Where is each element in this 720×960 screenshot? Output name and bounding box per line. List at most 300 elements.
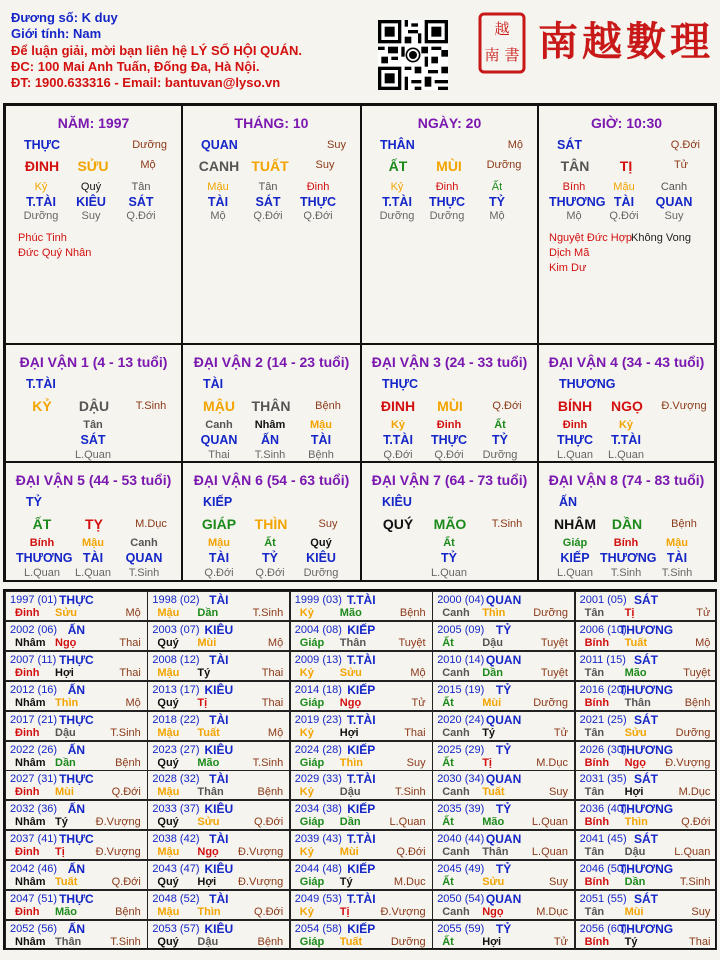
- luck-hidden-stage: L.Quan: [607, 449, 645, 461]
- pillar-chi-stage: Mộ: [140, 159, 156, 171]
- luck-period-title: ĐẠI VẬN 8 (74 - 83 tuổi): [548, 472, 705, 488]
- year-god: TỶ: [495, 622, 512, 637]
- year-chi: Tý: [339, 876, 353, 889]
- year-label: 2017 (21): [10, 713, 58, 726]
- year-cell: [5, 830, 148, 860]
- pillar-title: THÁNG: 10: [234, 115, 309, 131]
- year-cell: [5, 711, 148, 741]
- year-chi: Tị: [339, 906, 350, 918]
- year-stage: Tuyệt: [540, 636, 568, 649]
- luck-period-can: MẬU: [203, 398, 235, 414]
- year-can: Kỷ: [299, 906, 314, 918]
- year-cell: [575, 621, 718, 651]
- year-cell: [5, 770, 148, 800]
- year-god: KIÊU: [204, 742, 234, 757]
- year-stage: Dưỡng: [390, 935, 426, 948]
- pillar-hidden-stem: Bính: [562, 181, 586, 193]
- gender-label: Giới tính:: [11, 26, 70, 42]
- luck-hidden-stage: Q.Đới: [204, 567, 234, 579]
- year-can: Kỷ: [299, 846, 314, 859]
- pillar-hidden-stem: Đinh: [435, 181, 459, 193]
- year-can: Ất: [442, 696, 454, 709]
- year-chi: Sửu: [197, 816, 220, 829]
- year-label: 2038 (42): [152, 833, 200, 846]
- year-can: Giáp: [299, 756, 325, 769]
- luck-period-stage: Q.Đới: [492, 400, 522, 412]
- luck-hidden-stage: T.Sinh: [661, 567, 693, 579]
- year-god: T.TÀI: [346, 772, 376, 787]
- luck-hidden-stem: Ất: [443, 537, 455, 549]
- year-label: 2008 (12): [152, 653, 200, 666]
- year-god: SÁT: [633, 772, 658, 787]
- pillar-hidden-stage: Q.Đới: [303, 210, 333, 222]
- year-cell: [147, 830, 290, 860]
- year-god: TÀI: [209, 832, 229, 847]
- year-cell: [5, 591, 148, 621]
- luck-hidden-god: TỶ: [441, 551, 457, 565]
- year-can: Canh: [442, 666, 470, 679]
- year-god: THƯƠNG: [618, 802, 674, 817]
- year-stage: Đ.Vượng: [238, 846, 284, 859]
- year-god: ẤN: [67, 802, 86, 817]
- year-stage: T.Sinh: [252, 756, 284, 769]
- year-god: QUAN: [485, 652, 522, 667]
- year-cell: [147, 800, 290, 830]
- year-can: Canh: [442, 726, 470, 739]
- year-stage: Bệnh: [115, 906, 141, 918]
- luck-period-can: NHÂM: [554, 516, 596, 532]
- year-cell: [575, 890, 718, 920]
- year-god: QUAN: [485, 772, 522, 787]
- year-cell: [147, 651, 290, 681]
- year-god: KIÊU: [204, 802, 234, 817]
- year-god: THƯƠNG: [618, 682, 674, 697]
- luck-period-god: ẤN: [559, 495, 578, 509]
- year-can: Tân: [584, 666, 605, 679]
- year-chi: Dần: [55, 756, 76, 769]
- luck-hidden-god: QUAN: [200, 433, 238, 447]
- year-cell: [5, 860, 148, 890]
- pillar-hidden-god: T.TÀI: [26, 195, 56, 209]
- year-god: SÁT: [633, 892, 658, 906]
- year-chi: Tuất: [339, 935, 363, 948]
- pillar-hidden-god: TÀI: [613, 195, 635, 209]
- year-can: Canh: [442, 906, 470, 918]
- year-stage: L.Quan: [531, 816, 568, 829]
- year-label: 2045 (49): [437, 863, 485, 876]
- year-label: 2015 (19): [437, 683, 485, 696]
- year-label: 2028 (32): [152, 773, 200, 786]
- year-cell: [432, 621, 575, 651]
- luck-hidden-god: KIÊU: [306, 551, 336, 565]
- year-label: 2039 (43): [294, 833, 342, 846]
- luck-hidden-stage: L.Quan: [430, 567, 468, 579]
- luck-period-god: TỶ: [26, 495, 42, 509]
- year-can: Mậu: [157, 906, 180, 918]
- year-label: 2052 (56): [10, 922, 58, 935]
- year-cell: [147, 890, 290, 920]
- year-label: 2030 (34): [437, 773, 485, 786]
- pillar-hidden-stage: Dưỡng: [379, 210, 415, 222]
- luck-period-title: ĐẠI VẬN 4 (34 - 43 tuổi): [548, 354, 705, 370]
- pillar-chi: MÙI: [436, 158, 462, 174]
- year-stage: L.Quan: [531, 846, 568, 859]
- luck-hidden-god: TỶ: [262, 551, 278, 565]
- year-cell: [432, 591, 575, 621]
- year-chi: Hợi: [624, 786, 644, 799]
- luck-period-title: ĐẠI VẬN 7 (64 - 73 tuổi): [371, 472, 528, 488]
- year-chi: Hợi: [482, 935, 502, 948]
- year-cell: [290, 681, 433, 711]
- pillar-hidden-stem: Đinh: [306, 181, 330, 193]
- luck-hidden-stage: L.Quan: [74, 567, 112, 579]
- year-chi: Mùi: [55, 786, 74, 799]
- pillar-hidden-god: T.TÀI: [382, 195, 412, 209]
- year-stage: Q.Đới: [681, 816, 711, 829]
- year-god: ẤN: [67, 682, 86, 697]
- year-stage: Tử: [553, 726, 568, 739]
- year-can: Canh: [442, 786, 470, 799]
- pillar-note: Phúc Tinh: [18, 232, 67, 244]
- red-seal-icon: [478, 12, 526, 74]
- year-label: 2055 (59): [437, 922, 485, 935]
- year-god: T.TÀI: [346, 652, 376, 667]
- luck-period-god: THƯƠNG: [559, 377, 616, 391]
- year-can: Giáp: [299, 696, 325, 709]
- seal-char-3: 書: [504, 46, 520, 64]
- luck-period-stage: T.Sinh: [135, 400, 167, 412]
- year-god: QUAN: [485, 593, 522, 607]
- year-label: 2046 (50): [579, 863, 627, 876]
- year-god: THƯƠNG: [618, 862, 674, 877]
- luck-hidden-stage: L.Quan: [74, 449, 112, 461]
- year-can: Nhâm: [15, 696, 46, 709]
- luck-hidden-stage: T.Sinh: [128, 567, 160, 579]
- year-stage: M.Dục: [393, 876, 426, 889]
- year-can: Tân: [584, 846, 605, 859]
- year-can: Giáp: [299, 876, 325, 889]
- year-chi: Tuất: [624, 636, 647, 649]
- year-label: 2035 (39): [437, 803, 485, 816]
- year-can: Mậu: [157, 846, 180, 859]
- year-can: Nhâm: [15, 876, 46, 889]
- pillar-cell: [5, 105, 182, 344]
- luck-hidden-stage: Bệnh: [308, 449, 334, 461]
- pillar-can: ẤT: [388, 158, 408, 174]
- luck-hidden-god: SÁT: [80, 433, 106, 447]
- pillar-chi: TUẤT: [251, 158, 289, 174]
- pillar-hidden-stage: Suy: [664, 210, 684, 222]
- contact-line: Để luận giải, mời bạn liên hệ LÝ SỐ HỘI QUÁN.: [11, 42, 302, 58]
- luck-hidden-stem: Đinh: [562, 419, 588, 431]
- year-stage: L.Quan: [674, 846, 711, 859]
- year-cell: [432, 770, 575, 800]
- pillar-hidden-god: THỰC: [428, 195, 466, 209]
- year-god: TỶ: [495, 862, 512, 877]
- year-god: T.TÀI: [346, 892, 376, 906]
- year-god: KIẾP: [347, 862, 376, 877]
- year-god: TỶ: [495, 682, 512, 697]
- luck-period-cell: [5, 344, 182, 462]
- year-can: Đinh: [15, 666, 40, 679]
- luck-hidden-stage: Dưỡng: [303, 567, 339, 579]
- year-chi: Ngọ: [197, 846, 219, 859]
- luck-period-god: THỰC: [382, 377, 419, 391]
- year-god: TÀI: [209, 892, 229, 906]
- year-god: SÁT: [633, 832, 658, 847]
- luck-hidden-stage: T.Sinh: [610, 567, 642, 579]
- gender-value: Nam: [72, 26, 102, 42]
- year-label: 2001 (05): [579, 594, 627, 606]
- year-god: ẤN: [67, 921, 86, 936]
- year-label: 2054 (58): [294, 922, 342, 935]
- year-god: TÀI: [209, 593, 229, 607]
- year-cell: [290, 621, 433, 651]
- year-cell: [290, 860, 433, 890]
- pillar-note: Không Vong: [631, 232, 691, 244]
- year-chi: Hợi: [339, 726, 359, 739]
- year-stage: Đ.Vượng: [380, 906, 426, 918]
- pillar-top-stage: Q.Đới: [670, 139, 700, 151]
- pillar-hidden-god: SÁT: [255, 195, 281, 209]
- year-chi: Ngọ: [624, 756, 646, 769]
- year-cell: [5, 621, 148, 651]
- year-cell: [147, 770, 290, 800]
- seal-char-2: 南: [484, 46, 500, 64]
- year-can: Mậu: [157, 666, 180, 679]
- luck-period-stage: T.Sinh: [491, 518, 523, 530]
- pillar-top-god: SÁT: [557, 138, 582, 152]
- year-can: Nhâm: [15, 816, 46, 829]
- year-label: 2048 (52): [152, 893, 200, 905]
- luck-period-chi: MÃO: [433, 516, 467, 532]
- luck-hidden-stage: Dưỡng: [482, 449, 518, 461]
- pillar-cell: [538, 105, 715, 344]
- year-god: SÁT: [633, 652, 658, 667]
- pillar-chi-stage: Tử: [673, 159, 689, 171]
- year-label: 2019 (23): [294, 713, 342, 726]
- year-stage: Đ.Vượng: [95, 816, 141, 829]
- year-cell: [575, 860, 718, 890]
- year-label: 2005 (09): [437, 623, 485, 636]
- luck-hidden-stem: Ất: [264, 537, 276, 549]
- year-chi: Thân: [482, 846, 509, 859]
- luck-period-chi: THÂN: [251, 398, 291, 414]
- year-god: THỰC: [59, 652, 94, 667]
- year-label: 2024 (28): [294, 743, 342, 756]
- year-can: Quý: [157, 876, 179, 889]
- year-stage: L.Quan: [389, 816, 426, 829]
- pillar-chi-stage: Dưỡng: [486, 159, 522, 171]
- year-god: THỰC: [59, 892, 94, 906]
- year-label: 2022 (26): [10, 743, 58, 756]
- luck-period-chi: DẬU: [78, 398, 110, 414]
- year-label: 2012 (16): [10, 683, 58, 696]
- luck-hidden-god: ẤN: [260, 433, 280, 447]
- year-god: KIẾP: [347, 622, 376, 637]
- pillar-chi: SỬU: [77, 158, 109, 174]
- year-chi: Tý: [624, 935, 638, 948]
- pillar-can: CANH: [198, 158, 240, 174]
- luck-hidden-god: TỶ: [492, 433, 508, 447]
- year-chi: Sửu: [482, 876, 505, 889]
- year-label: 2010 (14): [437, 653, 485, 666]
- annual-table: [3, 589, 717, 950]
- luck-period-god: TÀI: [203, 377, 224, 391]
- year-can: Bính: [584, 636, 610, 649]
- luck-period-god: KIẾP: [203, 495, 233, 509]
- year-cell: [290, 591, 433, 621]
- pillar-hidden-stem: Canh: [660, 181, 688, 193]
- year-god: KIẾP: [347, 742, 376, 757]
- year-label: 2009 (13): [294, 653, 342, 666]
- year-can: Đinh: [15, 906, 40, 918]
- year-can: Ất: [442, 935, 454, 948]
- luck-hidden-stem: Canh: [205, 419, 233, 431]
- luck-period-cell: [182, 344, 361, 462]
- year-stage: Mộ: [125, 696, 141, 709]
- year-chi: Thân: [624, 696, 651, 709]
- year-can: Nhâm: [15, 756, 46, 769]
- luck-period-stage: Bệnh: [315, 400, 341, 412]
- year-stage: Q.Đới: [253, 816, 284, 829]
- pillar-title: NĂM: 1997: [57, 115, 130, 131]
- year-can: Giáp: [299, 935, 325, 948]
- year-cell: [147, 591, 290, 621]
- luck-period-god: T.TÀI: [26, 377, 56, 391]
- pillar-chi-stage: Suy: [315, 159, 335, 171]
- pillar-hidden-stem: Mậu: [613, 181, 635, 193]
- year-cell: [432, 651, 575, 681]
- year-stage: Thai: [261, 696, 284, 709]
- luck-hidden-stage: L.Quan: [23, 567, 61, 579]
- year-god: ẤN: [67, 742, 86, 757]
- year-can: Kỷ: [299, 607, 314, 619]
- year-chi: Mão: [197, 756, 220, 769]
- year-god: TỶ: [495, 742, 512, 757]
- year-label: 2044 (48): [294, 863, 342, 876]
- year-chi: Tuất: [55, 876, 78, 889]
- year-can: Tân: [584, 786, 605, 799]
- year-chi: Thân: [197, 786, 224, 799]
- year-chi: Tý: [197, 666, 211, 679]
- year-stage: Suy: [691, 906, 711, 918]
- luck-period-chi: NGỌ: [611, 398, 643, 414]
- year-label: 2056 (60): [579, 922, 627, 935]
- pillar-hidden-stage: Dưỡng: [429, 210, 465, 222]
- luck-hidden-stem: Giáp: [562, 537, 588, 549]
- year-chi: Ngọ: [482, 906, 504, 918]
- luck-period-title: ĐẠI VẬN 6 (54 - 63 tuổi): [193, 472, 350, 488]
- year-cell: [432, 711, 575, 741]
- pillar-hidden-god: TỶ: [489, 195, 505, 209]
- year-cell: [575, 800, 718, 830]
- qr-code-icon: [378, 20, 448, 90]
- pillar-note: Dịch Mã: [549, 247, 590, 259]
- luck-period-title: ĐẠI VẬN 5 (44 - 53 tuổi): [15, 472, 172, 488]
- year-stage: Tuyệt: [683, 666, 711, 679]
- year-label: 2011 (15): [579, 653, 626, 666]
- year-god: THƯƠNG: [618, 921, 674, 936]
- year-chi: Mão: [55, 906, 77, 918]
- year-cell: [575, 651, 718, 681]
- year-stage: Thai: [404, 726, 426, 739]
- year-cell: [432, 860, 575, 890]
- year-can: Ất: [442, 636, 454, 649]
- year-chi: Dậu: [339, 786, 361, 799]
- luck-hidden-stage: Q.Đới: [255, 567, 285, 579]
- year-god: KIẾP: [347, 682, 376, 697]
- year-chi: Thân: [339, 636, 367, 649]
- year-can: Bính: [584, 816, 610, 829]
- year-chi: Dậu: [197, 935, 219, 948]
- luck-hidden-stem: Canh: [130, 537, 158, 549]
- pillar-hidden-stage: Q.Đới: [609, 210, 639, 222]
- seal-char-1: 越: [494, 20, 510, 38]
- year-label: 2027 (31): [10, 773, 58, 786]
- year-label: 2051 (55): [579, 893, 627, 905]
- year-label: 2007 (11): [10, 653, 57, 666]
- year-stage: Suy: [406, 756, 426, 769]
- year-can: Canh: [442, 607, 470, 619]
- year-can: Giáp: [299, 816, 325, 829]
- year-god: KIÊU: [204, 682, 234, 697]
- year-can: Nhâm: [15, 935, 46, 948]
- luck-hidden-stage: Q.Đới: [383, 449, 413, 461]
- year-label: 2037 (41): [10, 833, 58, 846]
- year-label: 2029 (33): [294, 773, 342, 786]
- year-cell: [5, 651, 148, 681]
- year-stage: M.Dục: [678, 786, 711, 799]
- luck-hidden-stem: Mậu: [666, 537, 688, 549]
- year-god: QUAN: [485, 832, 522, 847]
- luck-hidden-god: TÀI: [310, 433, 332, 447]
- year-chi: Sửu: [55, 607, 78, 619]
- year-stage: Dưỡng: [675, 726, 711, 739]
- pillar-top-stage: Suy: [327, 139, 346, 151]
- gender-line: [11, 26, 302, 42]
- year-label: 2016 (20): [579, 683, 627, 696]
- pillar-hidden-stem: Kỷ: [34, 181, 48, 193]
- year-god: T.TÀI: [346, 832, 376, 847]
- year-label: 2014 (18): [294, 683, 342, 696]
- luck-hidden-god: THỰC: [430, 433, 468, 447]
- year-chi: Dần: [624, 876, 646, 889]
- year-can: Quý: [157, 636, 179, 649]
- pillar-title: NGÀY: 20: [417, 115, 482, 131]
- year-can: Tân: [584, 906, 605, 918]
- year-chi: Mùi: [339, 846, 359, 859]
- year-can: Tân: [584, 726, 605, 739]
- luck-hidden-stem: Bính: [29, 537, 55, 549]
- luck-period-title: ĐẠI VẬN 3 (24 - 33 tuổi): [371, 354, 528, 370]
- year-label: 1999 (03): [294, 594, 342, 606]
- year-can: Tân: [584, 607, 605, 619]
- year-stage: Mộ: [125, 607, 141, 619]
- luck-period-cell: [5, 462, 182, 582]
- pillar-hidden-god: KIÊU: [76, 195, 106, 209]
- luck-hidden-god: TÀI: [208, 551, 230, 565]
- year-stage: Thai: [688, 935, 711, 948]
- luck-hidden-god: TÀI: [666, 551, 688, 565]
- year-cell: [5, 741, 148, 771]
- year-cell: [575, 830, 718, 860]
- year-stage: Tử: [553, 935, 568, 948]
- year-chi: Thìn: [197, 906, 221, 918]
- luck-period-can: ĐINH: [380, 398, 416, 414]
- luck-hidden-stem: Quý: [310, 537, 332, 549]
- year-god: TÀI: [209, 712, 229, 727]
